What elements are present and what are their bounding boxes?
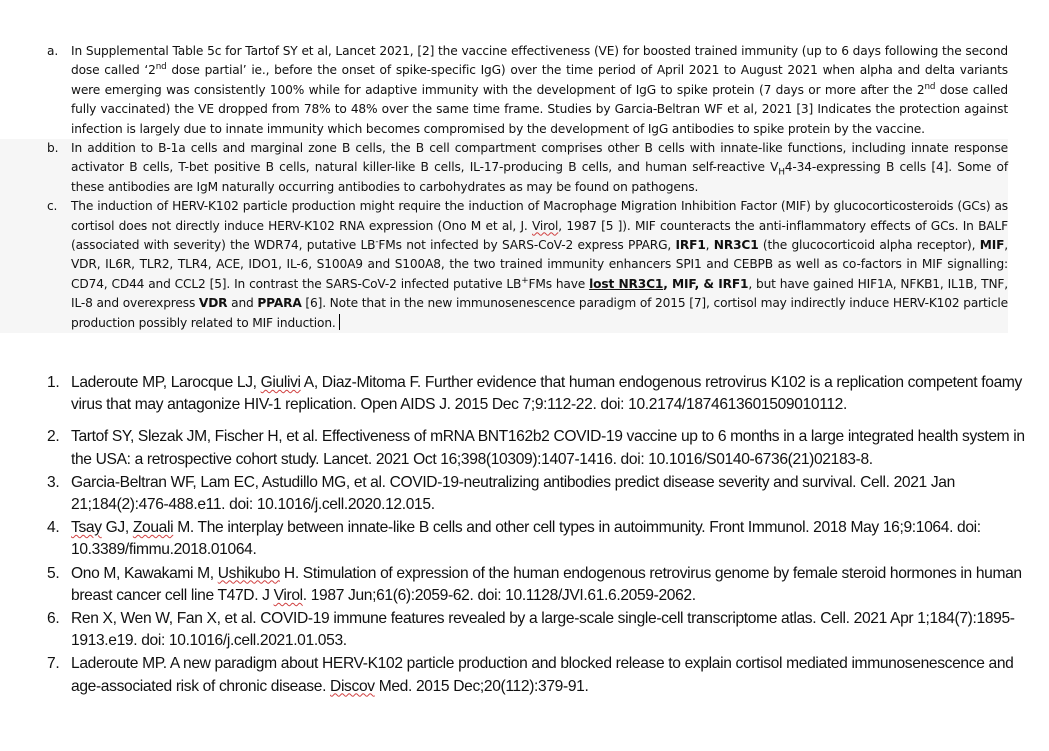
reference-text: Laderoute MP, Larocque LJ, Giulivi A, Diaz-Mitoma F. Further evidence that human endogenous retrovirus K102 is a replication competent foamy virus that may antagonize HIV-1 replication. Open AIDS J. 2015 Dec 7;9:112-22. doi: 10.2174/1874613601509010112. [71,374,1022,414]
reference-item [0,517,1030,561]
reference-text: Ono M, Kawakami M, Ushikubo H. Stimulation of expression of the human endogenous retrovirus genome by female steroid hormones in human breast cancer cell line T47D. J Virol. 1987 Jun;61(6):2059-62. doi: 10.1128/JVI.61.6.2059-2062. [71,564,1022,604]
text-cursor [339,314,340,330]
note-item [0,42,1008,139]
reference-item [0,372,1030,416]
reference-number: 1. [47,374,60,391]
reference-number: 3. [47,473,60,491]
reference-item [0,563,1030,607]
reference-text: Tsay GJ, Zouali M. The interplay between innate-like B cells and other cell types in autoimmunity. Front Immunol. 2018 May 16;9:1064. doi: 10.3389/fimmu.2018.01064. [71,519,981,559]
note-marker: a. [47,44,59,58]
reference-number: 6. [47,610,60,628]
reference-text: Ren X, Wen W, Fan X, et al. COVID-19 immune features revealed by a large-scale single-cell transcriptome atlas. Cell. 2021 Apr 1;184(7):1895-1913.e19. doi: 10.1016/j.cell.2021.01.053. [71,610,1015,650]
reference-number: 7. [47,655,60,673]
note-text: In Supplemental Table 5c for Tartof SY et al, Lancet 2021, [2] the vaccine effectiveness (VE) for boosted trained immunity (up to 6 days following the second dose called ‘2nd dose partial’ ie., before the onset of spike-specific IgG) over the time period of April 2021 to August 2021 when alpha and delta variants were emerging was consistently 100% while for adaptive immunity with the development of IgG to spike protein (7 days or more after the 2nd dose called fully vaccinated) the VE dropped from 78% to 48% over the same time frame. Studies by Garcia-Beltran WF et al, 2021 [3] Indicates the protection against infection is largely due to innate immunity which becomes compromised by the development of IgG antibodies to spike protein by the vaccine. [71,44,1008,136]
reference-number: 5. [47,564,60,582]
reference-text: Garcia-Beltran WF, Lam EC, Astudillo MG, et al. COVID-19-neutralizing antibodies predict disease severity and survival. Cell. 2021 Jan 21;184(2):476-488.e11. doi: 10.1016/j.cell.2020.12.015. [71,473,955,514]
note-text: In addition to B-1a cells and marginal zone B cells, the B cell compartment comprises other B cells with innate-like functions, including innate response activator B cells, T-bet positive B cells, natural killer-like B cells, IL-17-producing B cells, and human self-reactive $V_H4-34$-expressing B cells [4]. Some of these antibodies are IgM naturally occurring antibodies to carbohydrates as may be found on pathogens. [71,141,1008,194]
notes-list [0,42,1008,333]
note-item [0,139,1008,197]
note-text: The induction of HERV-K102 particle production might require the induction of Macrophage Migration Inhibition Factor (MIF) by glucocorticosteroids (GCs) as cortisol does not directly induce HERV-K102 RNA expression (Ono M et al, J. Virol, 1987 [5 ]). MIF counteracts the anti-inflammatory effects of GCs. In BALF (associated with severity) the WDR74, putative LB-FMs not infected by SARS-CoV-2 express PPARG, IRF1, NR3C1 (the glucocorticoid alpha receptor), MIF, VDR, IL6R, TLR2, TLR4, ACE, IDO1, IL-6, S100A9 and S100A8, the two trained immunity enhancers SPI1 and CEBPB as well as co-factors in MIF signalling: CD74, CD44 and CCL2 [5]. In contrast the SARS-CoV-2 infected putative LB+FMs have lost NR3C1, MIF, & IRF1, but have gained HIF1A, NFKB1, IL1B, TNF, IL-8 and overexpress VDR and PPARA [6]. Note that in the new immunosenescence paradigm of 2015 [7], cortisol may indirectly induce HERV-K102 particle production possibly related to MIF induction. [71,199,1009,330]
reference-item [0,426,1030,470]
reference-item [0,472,1030,516]
note-marker: b. [47,141,59,156]
reference-item [0,653,1030,697]
reference-text: Tartof SY, Slezak JM, Fischer H, et al. Effectiveness of mRNA BNT162b2 COVID-19 vaccine up to 6 months in a large integrated health system in the USA: a retrospective cohort study. Lancet. 2021 Oct 16;398(10309):1407-1416. doi: 10.1016/S0140-6736(21)02183-8. [71,428,1025,468]
reference-number: 4. [47,519,60,537]
note-item [0,197,1008,333]
references-list [0,372,1030,699]
reference-number: 2. [47,428,60,446]
reference-item [0,608,1030,652]
note-marker: c. [47,199,58,214]
reference-text: Laderoute MP. A new paradigm about HERV-K102 particle production and blocked release to explain cortisol mediated immunosenescence and age-associated risk of chronic disease. Discov Med. 2015 Dec;20(112):379-91. [71,655,1014,695]
